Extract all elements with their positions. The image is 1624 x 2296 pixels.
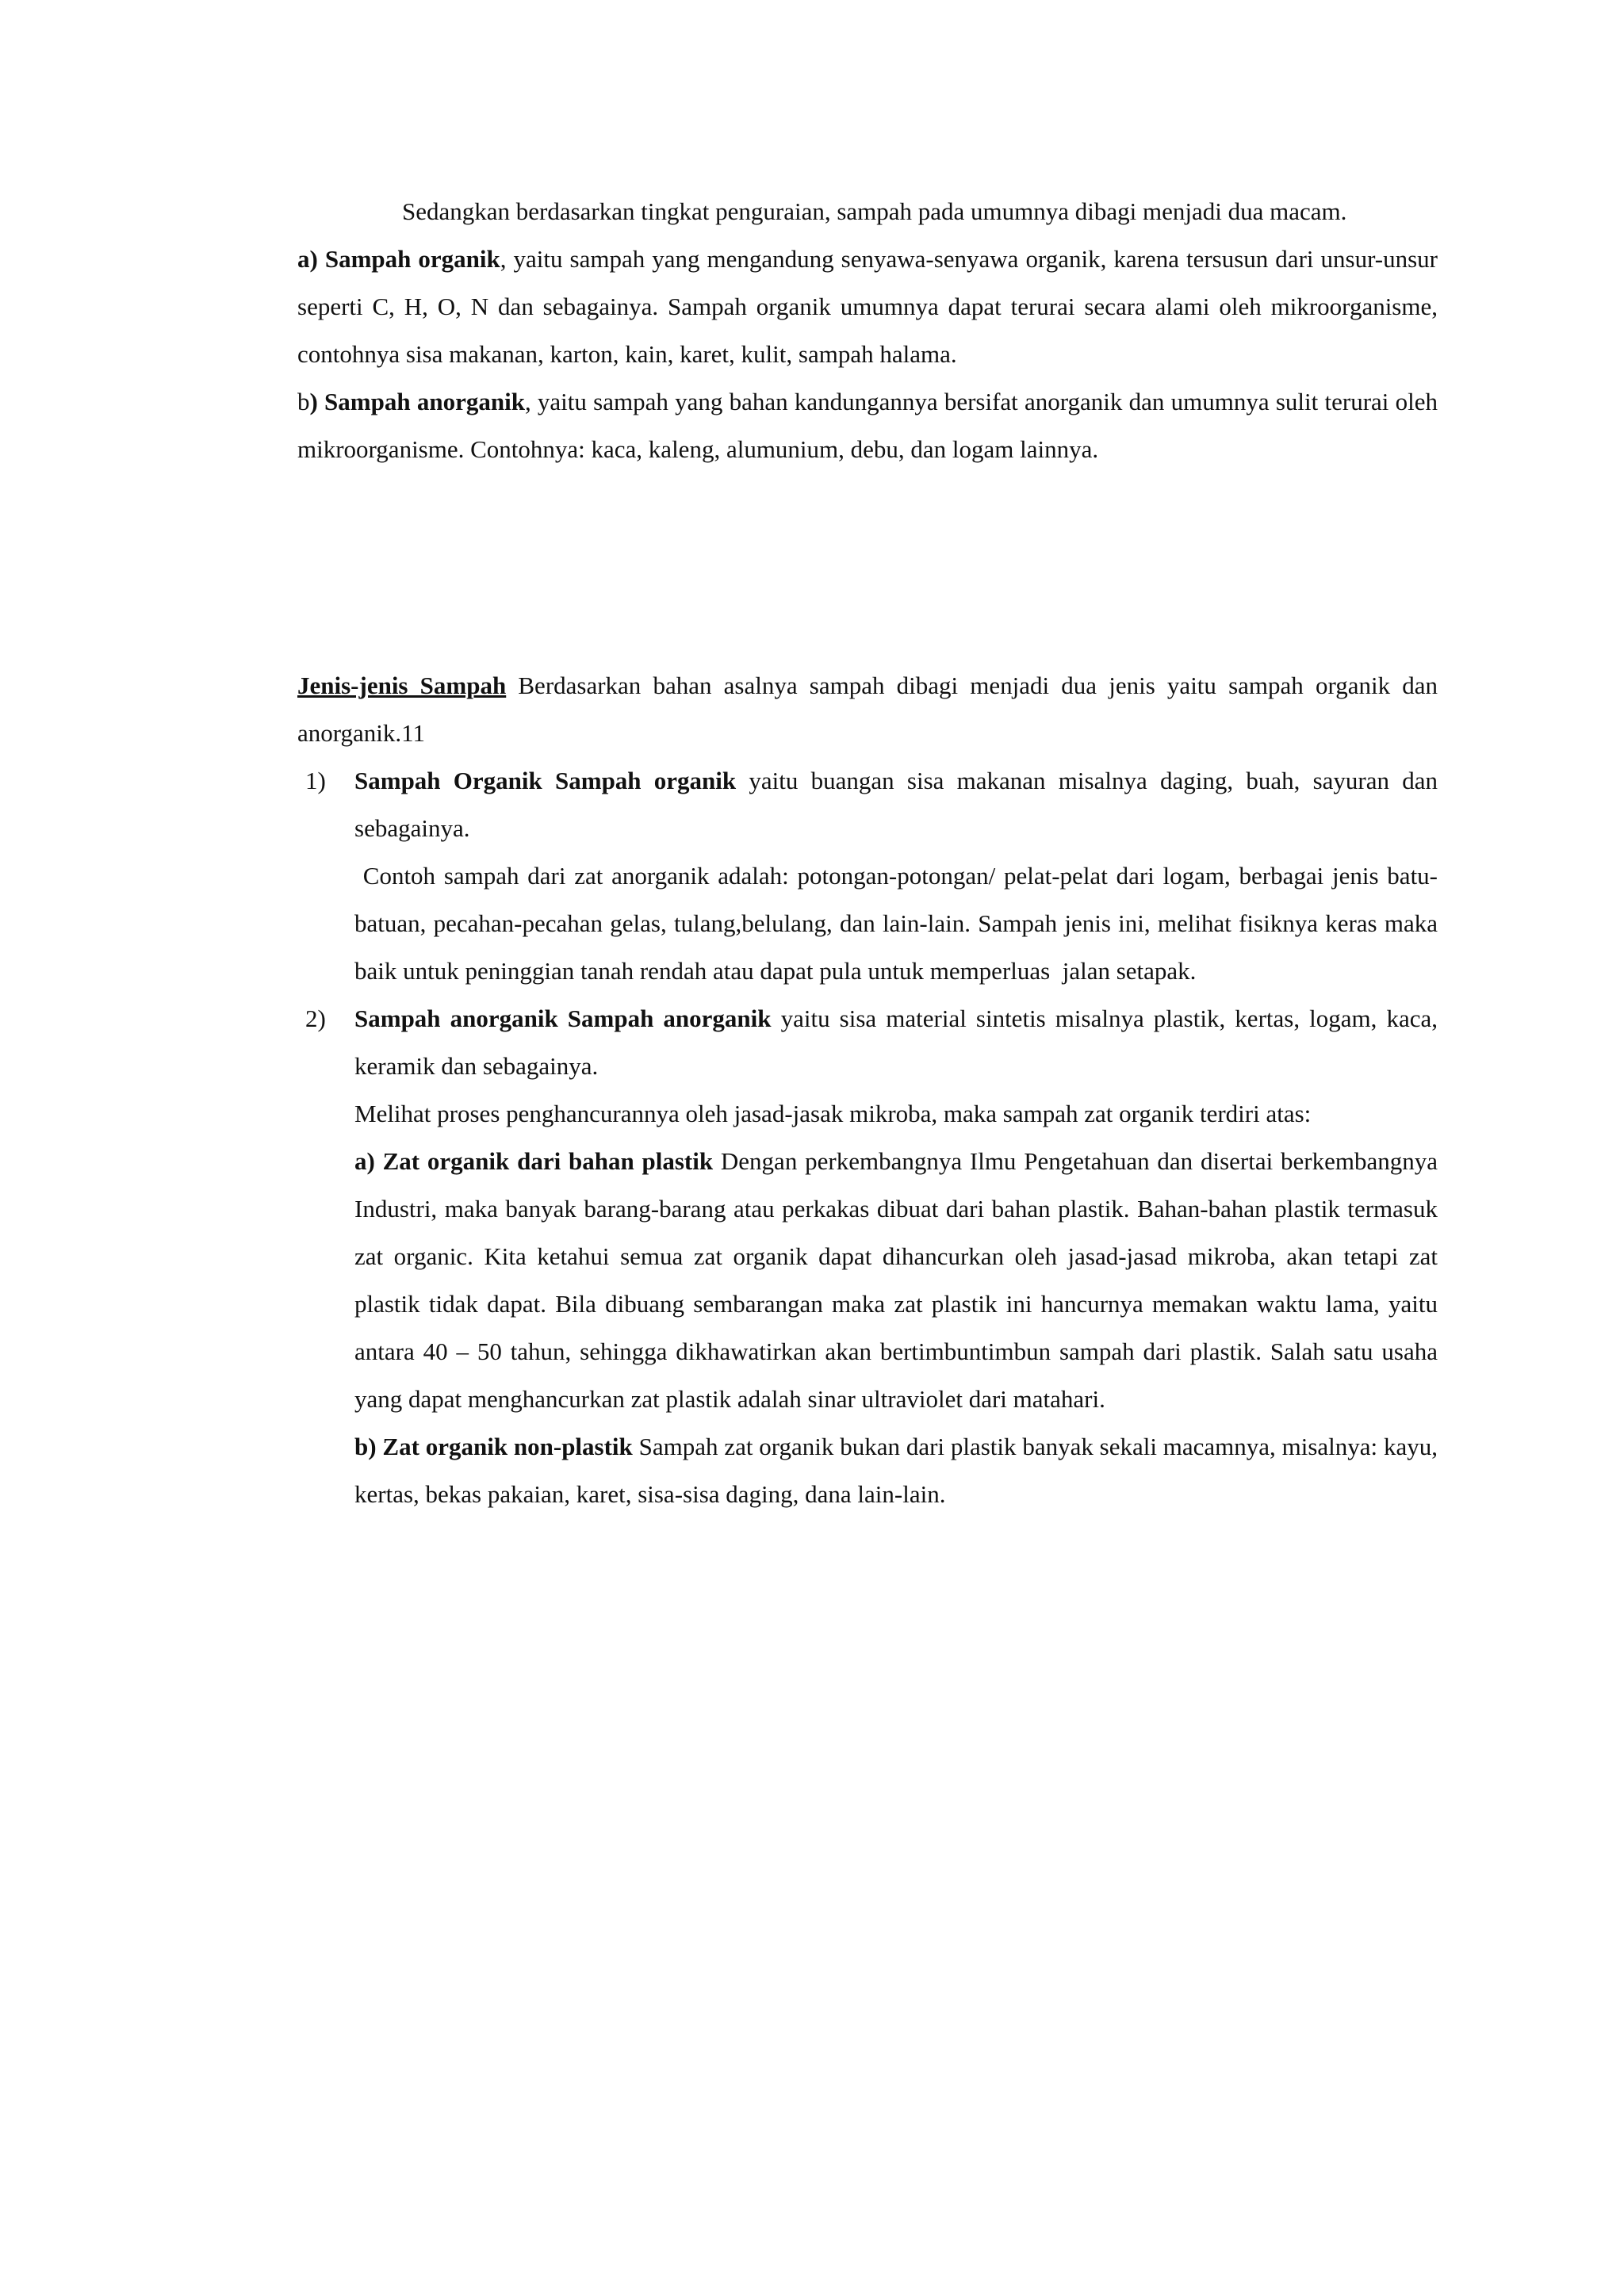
item-b-heading: ) Sampah anorganik bbox=[309, 388, 525, 415]
sampah-list bbox=[297, 757, 1444, 1518]
item-b-text: , yaitu sampah yang bahan kandungannya bersifat anorganik dan umumnya sulit terurai oleh mikroorganisme. Contohnya: kaca, kaleng, alumunium, debu, dan logam lainnya. bbox=[297, 388, 1438, 463]
sub-item-b-text: Sampah zat organik bukan dari plastik banyak sekali macamnya, misalnya: kayu, kertas, bekas pakaian, karet, sisa-sisa daging, dana lain-lain. bbox=[354, 1433, 1438, 1508]
list-item bbox=[297, 995, 1438, 1518]
jenis-block bbox=[297, 662, 1438, 757]
list-number: 1) bbox=[305, 767, 326, 794]
list-item bbox=[297, 757, 1444, 995]
list-item-text: yaitu buangan sisa makanan misalnya daging, buah, sayuran dan sebagainya. bbox=[354, 767, 1438, 842]
item-a-text: , yaitu sampah yang mengandung senyawa-senyawa organik, karena tersusun dari unsur-unsur seperti C, H, O, N dan sebagainya. Sampah organik umumnya dapat terurai secara alami oleh mikroorganisme, contohnya sisa makanan, karton, kain, karet, kulit, sampah halama. bbox=[297, 245, 1438, 368]
sub-item-a-heading: a) Zat organik dari bahan plastik bbox=[354, 1147, 714, 1175]
sub-item-b bbox=[354, 1423, 1438, 1518]
jenis-text: Berdasarkan bahan asalnya sampah dibagi menjadi dua jenis yaitu sampah organik dan anorganik.11 bbox=[297, 672, 1438, 747]
jenis-heading: Jenis-jenis Sampah bbox=[297, 672, 507, 699]
list-number: 2) bbox=[305, 1004, 326, 1032]
item-b-paragraph bbox=[297, 378, 1438, 473]
list-item-heading: Sampah Organik Sampah organik bbox=[354, 767, 737, 794]
jenis-paragraph bbox=[297, 662, 1438, 757]
sub-item-a bbox=[354, 1138, 1438, 1423]
item-a-paragraph bbox=[297, 235, 1438, 378]
list-item-heading: Sampah anorganik Sampah anorganik bbox=[354, 1004, 772, 1032]
sub-item-b-heading: b) Zat organik non-plastik bbox=[354, 1433, 633, 1460]
list-item-main bbox=[354, 757, 1438, 852]
item-a-heading: a) Sampah organik bbox=[297, 245, 500, 273]
sub-item-a-text: Dengan perkembangnya Ilmu Pengetahuan dan disertai berkembangnya Industri, maka banyak barang-barang atau perkakas dibuat dari bahan plastik. Bahan-bahan plastik termasuk zat organic. Kita ketahui semua zat organik dapat dihancurkan oleh jasad-jasad mikroba, akan tetapi zat plastik tidak dapat. Bila dibuang sembarangan maka zat plastik ini hancurnya memakan waktu lama, yaitu antara 40 – 50 tahun, sehingga dikhawatirkan akan bertimbuntimbun sampah dari plastik. Salah satu usaha yang dapat menghancurkan zat plastik adalah sinar ultraviolet dari matahari. bbox=[354, 1147, 1438, 1413]
item-b-prefix: b bbox=[297, 388, 310, 415]
list-item-main bbox=[354, 995, 1438, 1090]
list-item-extra: Melihat proses penghancurannya oleh jasad-jasak mikroba, maka sampah zat organik terdiri atas: bbox=[354, 1100, 1312, 1127]
intro-block bbox=[297, 188, 1438, 473]
intro-paragraph: Sedangkan berdasarkan tingkat penguraian, sampah pada umumnya dibagi menjadi dua macam. bbox=[402, 197, 1347, 225]
list-item-text: yaitu sisa material sintetis misalnya plastik, kertas, logam, kaca, keramik dan sebagainya. bbox=[354, 1004, 1438, 1080]
list-item-extra: Contoh sampah dari zat anorganik adalah: potongan-potongan/ pelat-pelat dari logam, berbagai jenis batu-batuan, pecahan-pecahan gelas, tulang,belulang, dan lain-lain. Sampah jenis ini, melihat fisiknya keras maka baik untuk peninggian tanah rendah atau dapat pula untuk memperluas jalan setapak. bbox=[354, 862, 1444, 985]
